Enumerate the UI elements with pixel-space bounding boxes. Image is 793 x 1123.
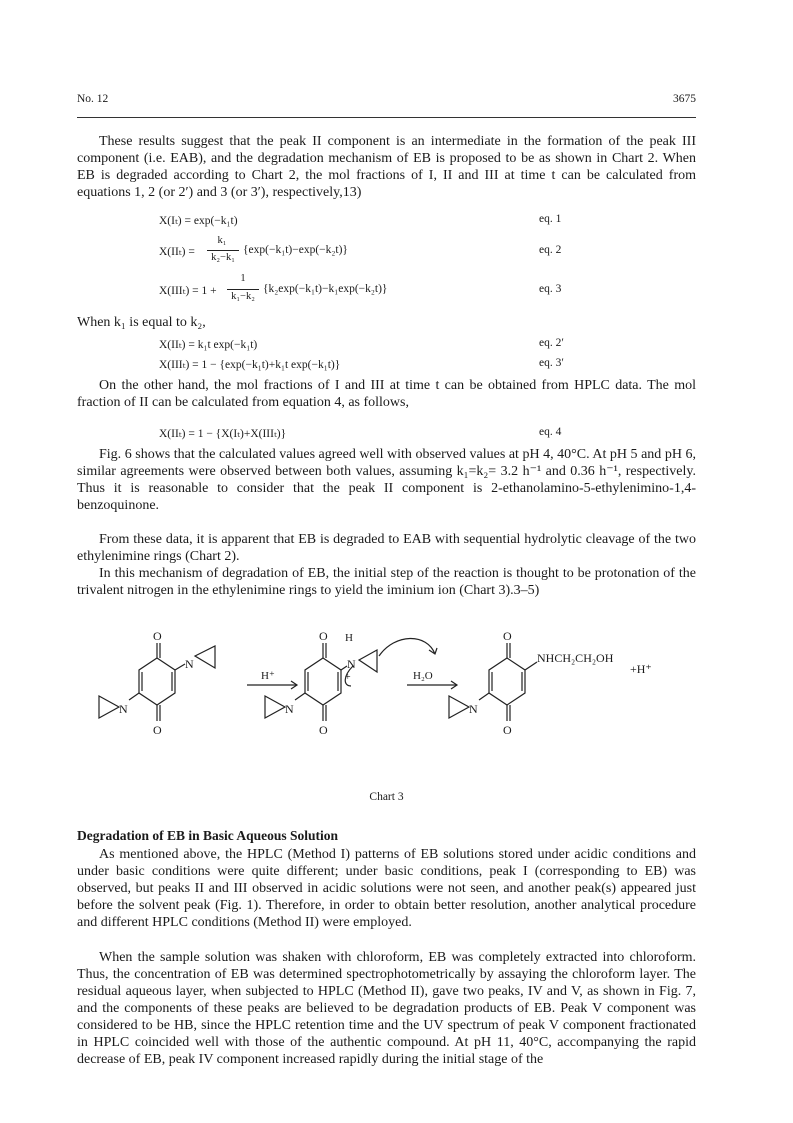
nitrogen-3: N: [469, 702, 478, 716]
equation-1: [77, 213, 696, 229]
arrow-2-reagent: H₂O: [413, 670, 433, 682]
equation-3-prime-expression: X(IIIₜ) = 1 − {exp(−k₁t)+k₁t exp(−k₁t)}: [159, 359, 341, 371]
paragraph-extraction: When the sample solution was shaken with chloroform, EB was completely extracted into chloroform. Thus, the concentration of EB was determined spectrophotometrically by assaying the chloroform layer. The residual aqueous layer, when subjected to HPLC (Method II), gave two peaks, IV and V, as shown in Fig. 7, and the components of these peaks are believed to be degradation products of EB. Peak V component was considered to be HB, since the HPLC retention time and the UV spectrum of peak V component fractionated in HPLC coincided well with those of the authentic compound. At pH 11, 40°C, accompanying the rapid decrease of EB, peak IV component increased rapidly during the initial stage of the: [77, 950, 696, 1067]
benzoquinone-ring-3: [489, 658, 525, 705]
equation-2-prime: [77, 337, 696, 353]
paragraph-mechanism: In this mechanism of degradation of EB, the initial step of the reaction is thought to be protonation of the trivalent nitrogen in the ethylenimine rings to yield the iminium ion (Chart 3).3–5): [77, 566, 696, 598]
paragraph-conclusion: From these data, it is apparent that EB is degraded to EAB with sequential hydrolytic cleavage of the two ethylenimine rings (Chart 2).: [77, 532, 696, 564]
equation-3-denominator: k₁−k₂: [231, 291, 255, 302]
paragraph-equal-rates: When k₁ is equal to k₂,: [77, 315, 206, 330]
equation-4-expression: X(IIₜ) = 1 − {X(Iₜ)+X(IIIₜ)}: [159, 428, 287, 440]
paragraph-hplc-data: On the other hand, the mol fractions of I and III at time t can be obtained from HPLC data. The mol fraction of II can be calculated from equation 4, as follows,: [77, 378, 696, 410]
oxygen-2a: O: [319, 629, 328, 643]
equation-2-prime-label: eq. 2′: [539, 337, 564, 349]
equation-4: [77, 426, 696, 442]
oxygen-3b: O: [503, 723, 512, 737]
equation-3-numerator: 1: [240, 273, 246, 284]
equation-4-label: eq. 4: [539, 426, 562, 438]
equation-3-lhs: X(IIIₜ) = 1 +: [159, 285, 217, 297]
chart-3-caption: Chart 3: [369, 791, 404, 803]
chart-3-scheme: [77, 628, 696, 778]
equation-2-label: eq. 2: [539, 244, 562, 256]
nitrogen-2a: N: [347, 657, 356, 671]
aziridine-ring-2a: [359, 650, 377, 672]
electron-arrow-curve: [379, 638, 435, 656]
plus-charge: +: [345, 672, 351, 683]
benzoquinone-ring-2: [305, 658, 341, 705]
equation-2-denominator: k₂−k₁: [211, 252, 235, 263]
oxygen-3a: O: [503, 629, 512, 643]
equation-2-numerator: k₁: [217, 235, 227, 246]
equation-2-rhs: {exp(−k₁t)−exp(−k₂t)}: [243, 244, 348, 256]
page-number: 3675: [673, 93, 696, 105]
nitrogen-2b: N: [285, 702, 294, 716]
aziridine-ring-2b: [265, 696, 285, 718]
equation-2-prime-expression: X(IIₜ) = k₁t exp(−k₁t): [159, 339, 258, 351]
product-substituent: NHCH₂CH₂OH: [537, 651, 614, 665]
oxygen-1a: O: [153, 629, 162, 643]
equation-1-expression: X(Iₜ) = exp(−k₁t): [159, 215, 238, 227]
equation-3-fraction-bar: [227, 289, 259, 290]
section-heading: Degradation of EB in Basic Aqueous Solution: [77, 828, 339, 843]
equation-2: [77, 236, 696, 268]
aziridine-ring-1b: [99, 696, 119, 718]
hydrogen-label: H: [345, 632, 353, 644]
equation-2-fraction-bar: [207, 250, 239, 251]
journal-issue: No. 12: [77, 93, 109, 105]
equation-3-rhs: {k₂exp(−k₁t)−k₁exp(−k₂t)}: [263, 283, 388, 295]
nitrogen-1b: N: [119, 702, 128, 716]
paragraph-fig6: Fig. 6 shows that the calculated values agreed well with observed values at pH 4, 40°C. At pH 5 and pH 6, similar agreements were observed between both values, assuming k₁=k₂= 3.2 h⁻¹ and 0.36 h⁻¹, respectively. Thus it is reasonable to consider that the peak II component is 2-ethanolamino-5-ethylenimino-1,4-benzoquinone.: [77, 447, 696, 513]
equation-2-lhs: X(IIₜ) =: [159, 246, 195, 258]
proton-release: +H⁺: [630, 662, 652, 676]
oxygen-1b: O: [153, 723, 162, 737]
equation-1-label: eq. 1: [539, 213, 562, 225]
aziridine-ring-3: [449, 696, 469, 718]
benzoquinone-ring-1: [139, 658, 175, 705]
aziridine-ring-1a: [195, 646, 215, 668]
equation-3-prime-label: eq. 3′: [539, 357, 564, 369]
equation-3: [77, 274, 696, 306]
nitrogen-1a: N: [185, 657, 194, 671]
paragraph-intro: These results suggest that the peak II component is an intermediate in the formation of the peak III component (i.e. EAB), and the degradation mechanism of EB is proposed to be as shown in Chart 2. When EB is degraded according to Chart 2, the mol fractions of I, II and III at time t can be calculated from equations 1, 2 (or 2′) and 3 (or 3′), respectively,13): [77, 134, 696, 200]
equation-3-label: eq. 3: [539, 283, 562, 295]
arrow-1-reagent: H⁺: [261, 670, 275, 682]
paragraph-basic-hplc: As mentioned above, the HPLC (Method I) patterns of EB solutions stored under acidic conditions and under basic conditions were quite different; under basic conditions, peak I (corresponding to EB) was observed, but peaks II and III observed in acidic solutions were not seen, and another peak(s) appeared just before the solvent peak (Fig. 1). Therefore, in order to obtain better resolution, another analytical procedure and different HPLC conditions (Method II) were employed.: [77, 847, 696, 930]
oxygen-2b: O: [319, 723, 328, 737]
header-rule: [77, 117, 696, 118]
equation-3-prime: [77, 357, 696, 373]
